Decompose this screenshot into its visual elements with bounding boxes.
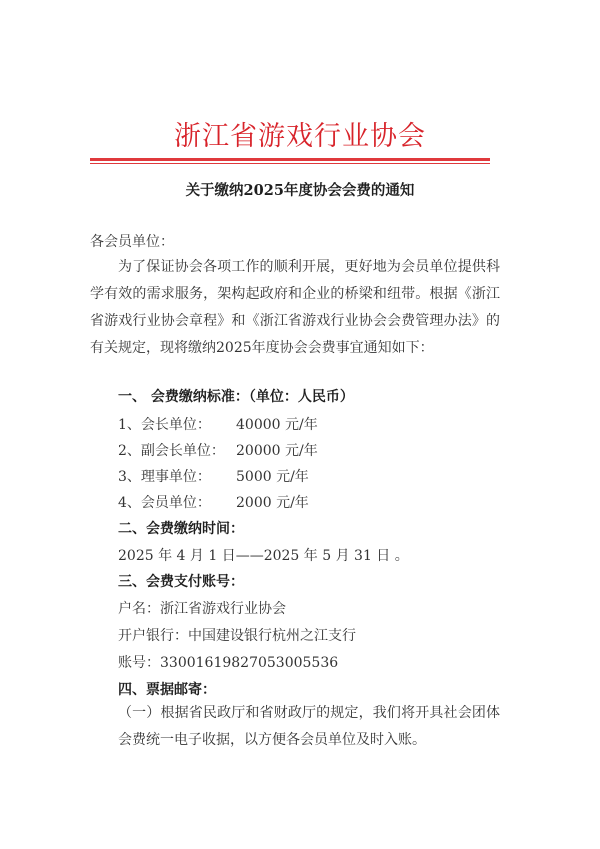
fee-item-value: 40000 元/年 <box>236 417 318 433</box>
organization-title: 浙江省游戏行业协会 <box>174 121 426 152</box>
account-number: 账号：33001619827053005536 <box>118 655 339 671</box>
salutation: 各会员单位： <box>90 234 174 250</box>
section1-heading: 一、 会费缴纳标准：（单位：人民币） <box>118 389 354 405</box>
fee-item <box>118 492 309 512</box>
fee-item-value: 2000 元/年 <box>236 495 309 511</box>
header-rule-thin <box>90 163 490 164</box>
section4-heading: 四、票据邮寄： <box>118 682 216 698</box>
fee-item <box>118 440 318 460</box>
fee-item-label: 2、副会长单位： <box>118 443 225 459</box>
fee-item-label: 4、会员单位： <box>118 495 211 511</box>
intro-paragraph: 为了保证协会各项工作的顺利开展，更好地为会员单位提供科学有效的需求服务，架构起政府和企业的桥梁和纽带。根据《浙江省游戏行业协会章程》和《浙江省游戏行业协会会费管理办法》的有关规定，现将缴纳2025年度协会会费事宜通知如下： <box>90 259 500 356</box>
fee-item-label: 3、理事单位： <box>118 469 211 485</box>
header-rule-thick <box>90 158 490 161</box>
fee-item <box>118 414 318 434</box>
fee-item <box>118 466 309 486</box>
fee-item-value: 5000 元/年 <box>236 469 309 485</box>
bank-name: 开户银行：中国建设银行杭州之江支行 <box>118 628 356 644</box>
fee-item-value: 20000 元/年 <box>236 443 318 459</box>
receipt-paragraph: （一）根据省民政厅和省财政厅的规定，我们将开具社会团体会费统一电子收据，以方便各会员单位及时入账。 <box>118 705 500 748</box>
account-name: 户名：浙江省游戏行业协会 <box>118 601 286 617</box>
payment-period: 2025 年 4 月 1 日——2025 年 5 月 31 日 。 <box>118 548 409 564</box>
section3-heading: 三、会费支付账号： <box>118 574 244 590</box>
notice-title: 关于缴纳2025年度协会会费的通知 <box>185 182 415 199</box>
fee-item-label: 1、会长单位： <box>118 417 211 433</box>
section2-heading: 二、会费缴纳时间： <box>118 521 244 537</box>
